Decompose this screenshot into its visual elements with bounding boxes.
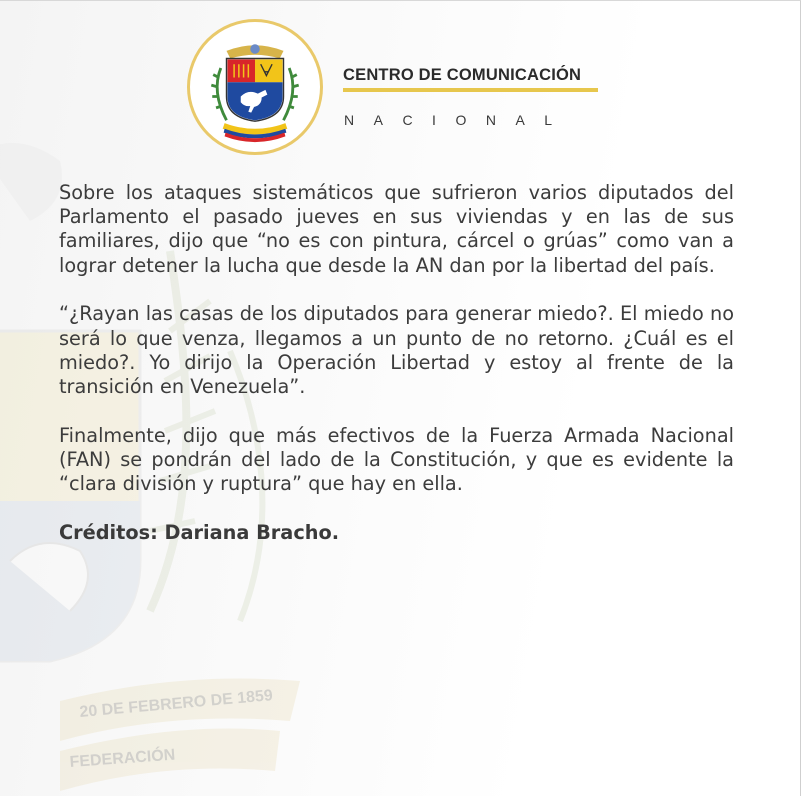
article-paragraph-1: Sobre los ataques sistemáticos que sufrieron varios diputados del Parlamento el pasado jueves en sus viviendas y en las de sus familiares, dijo que “no es con pintura, cárcel o grúas” como van a lograr detener la lucha que desde la AN dan por la libertad del país. — [59, 181, 734, 277]
org-title: CENTRO DE COMUNICACIÓN — [343, 66, 582, 84]
header — [187, 19, 617, 159]
article-paragraph-3: Finalmente, dijo que más efectivos de la Fuerza Armada Nacional (FAN) se pondrán del lado de la Constitución, y que es evidente la “clara división y ruptura” que hay en ella. — [59, 423, 734, 496]
org-subtitle: NACIONAL — [344, 112, 572, 128]
watermark-ribbon-date: 20 DE FEBRERO DE 1859 — [78, 687, 274, 721]
article-paragraph-2: “¿Rayan las casas de los diputados para generar miedo?. El miedo no será lo que venza, llegamos a un punto de no retorno. ¿Cuál es el miedo?. Yo dirijo la Operación Libertad y estoy al frente de la transición en Venezuela”. — [59, 302, 734, 399]
seal-badge — [187, 19, 323, 155]
coat-of-arms-icon — [198, 30, 312, 144]
title-underline — [343, 88, 598, 92]
article-body — [59, 181, 734, 570]
article-credits: Créditos: Dariana Bracho. — [59, 521, 340, 545]
watermark-ribbon-federacion: FEDERACIÓN — [69, 746, 176, 771]
